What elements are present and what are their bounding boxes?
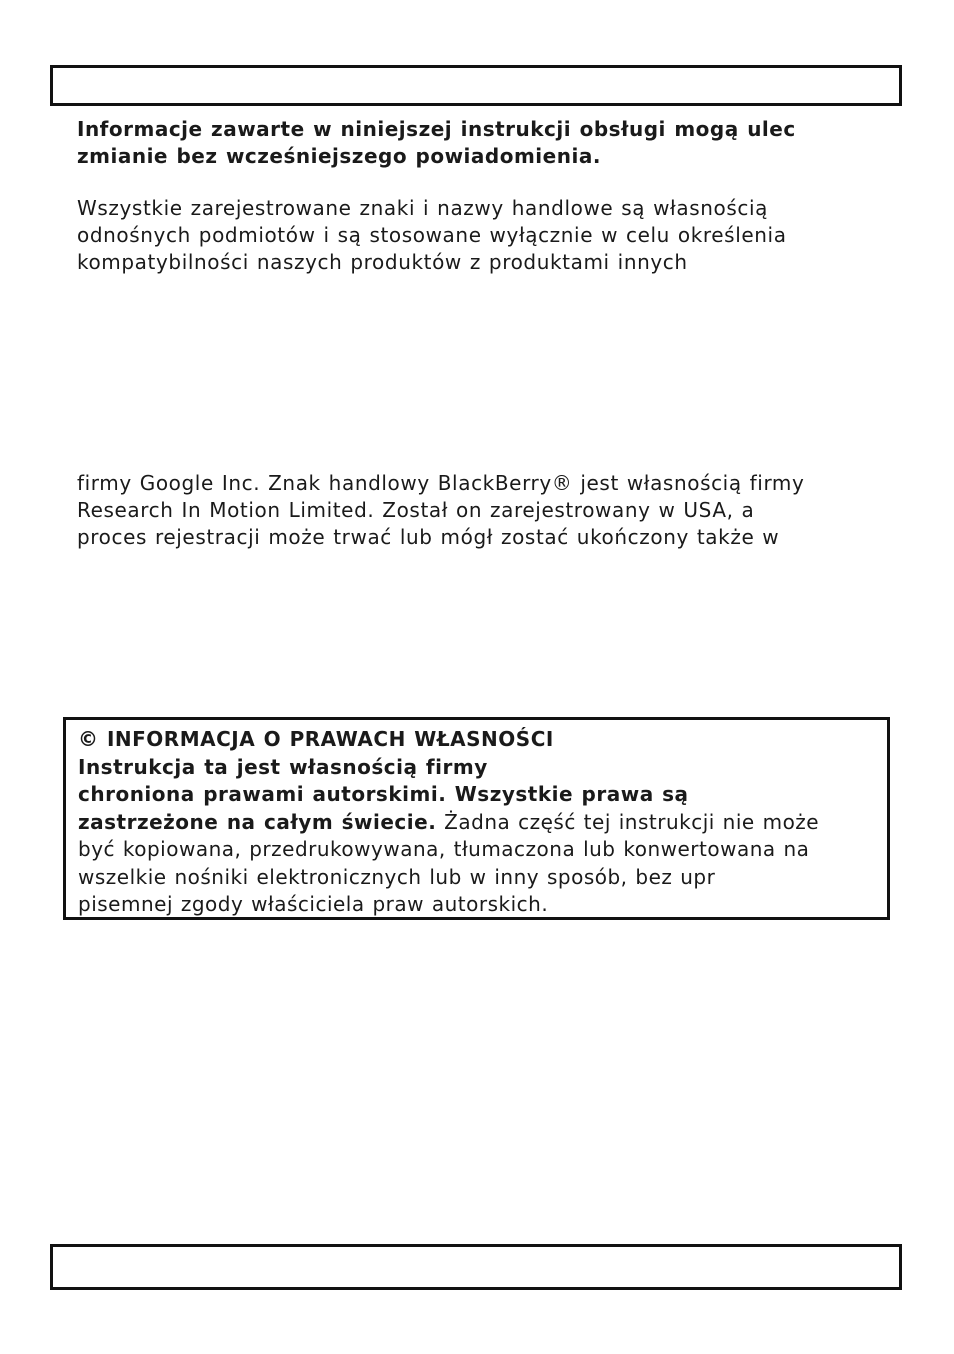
trademarks-line: kompatybilności naszych produktów z produktami innych xyxy=(77,250,688,274)
copyright-line: być kopiowana, przedrukowywana, tłumaczona lub konwertowana na xyxy=(78,837,810,861)
header-frame xyxy=(50,65,902,106)
copyright-notice-box xyxy=(63,717,890,920)
trademarks-continuation xyxy=(77,470,877,551)
trademarks-line: Research In Motion Limited. Został on zarejestrowany w USA, a xyxy=(77,498,755,522)
change-notice xyxy=(77,116,877,170)
copyright-heading: © INFORMACJA O PRAWACH WŁASNOŚCI xyxy=(78,727,554,751)
trademarks-line: firmy Google Inc. Znak handlowy BlackBerry® jest własnością firmy xyxy=(77,471,805,495)
copyright-line: chroniona prawami autorskimi. Wszystkie prawa są xyxy=(78,782,689,806)
copyright-line: Instrukcja ta jest własnością firmy xyxy=(78,754,488,779)
notice-line: Informacje zawarte w niniejszej instrukcji obsługi mogą ulec xyxy=(77,117,796,141)
copyright-line xyxy=(78,809,887,837)
copyright-bold-fragment: zastrzeżone na całym świecie. xyxy=(78,809,437,834)
trademarks-line: proces rejestracji może trwać lub mógł zostać ukończony także w xyxy=(77,525,780,549)
trademarks-paragraph xyxy=(77,195,877,276)
notice-line: zmianie bez wcześniejszego powiadomienia. xyxy=(77,144,601,168)
trademarks-line: Wszystkie zarejestrowane znaki i nazwy handlowe są własnością xyxy=(77,196,768,220)
copyright-normal-fragment: Żadna część tej instrukcji nie może xyxy=(436,809,820,834)
footer-frame xyxy=(50,1244,902,1290)
copyright-line: pisemnej zgody właściciela praw autorskich. xyxy=(78,892,549,916)
trademarks-line: odnośnych podmiotów i są stosowane wyłącznie w celu określenia xyxy=(77,223,787,247)
copyright-line: wszelkie nośniki elektronicznych lub w inny sposób, bez upr xyxy=(78,864,716,889)
